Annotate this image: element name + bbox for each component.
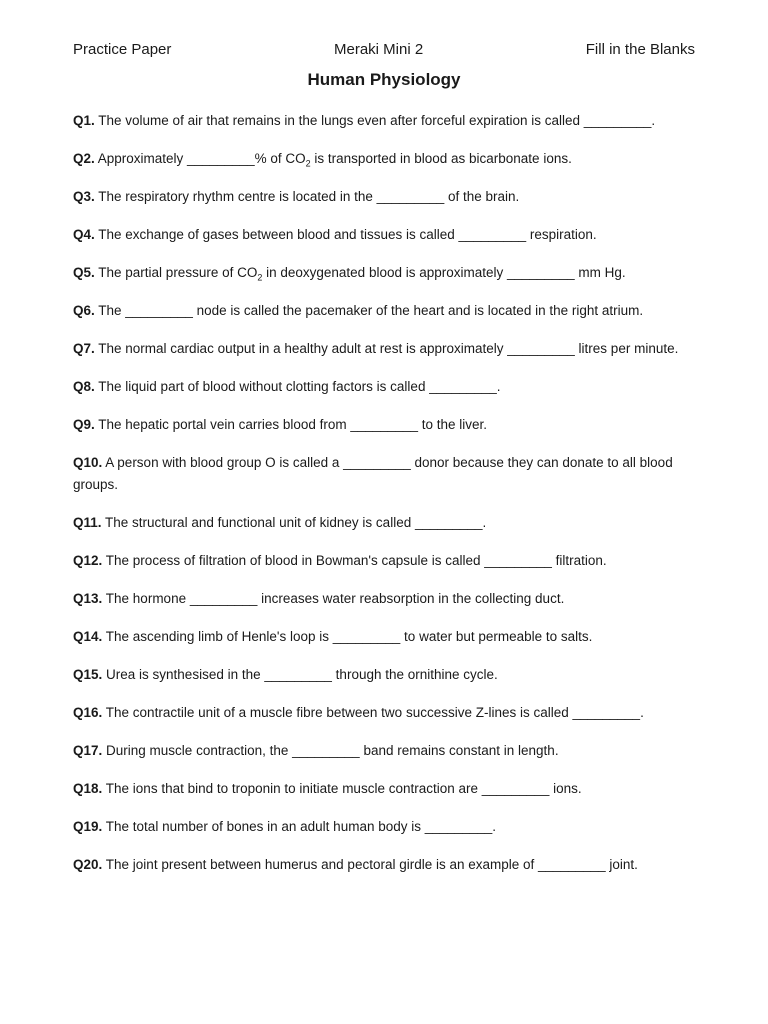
question-text: Approximately _________% of CO [94, 151, 306, 166]
question-text: The exchange of gases between blood and tissues is called _________ respiration. [94, 227, 597, 242]
question-number: Q13. [73, 591, 103, 606]
question-text: The ions that bind to troponin to initiate muscle contraction are _________ ions. [102, 781, 582, 796]
page-title: Human Physiology [307, 70, 461, 89]
question-number: Q7. [73, 341, 95, 356]
question-2 [73, 148, 695, 170]
question-13 [73, 588, 695, 610]
question-number: Q14. [73, 629, 103, 644]
header-left: Practice Paper [73, 41, 172, 58]
question-17 [73, 740, 695, 762]
question-1 [73, 110, 695, 132]
question-20 [73, 854, 695, 876]
worksheet-page [73, 40, 695, 892]
question-text: The ascending limb of Henle's loop is _________ to water but permeable to salts. [102, 629, 593, 644]
question-text: The respiratory rhythm centre is located in the _________ of the brain. [94, 189, 520, 204]
question-list [73, 110, 695, 876]
question-text: is transported in blood as bicarbonate ions. [310, 151, 572, 166]
subscript: 2 [257, 272, 263, 283]
header-center: Meraki Mini 2 [333, 41, 424, 58]
question-text: The partial pressure of CO [94, 265, 258, 280]
header-right: Fill in the Blanks [585, 41, 695, 58]
question-15 [73, 664, 695, 686]
question-number: Q10. [73, 455, 103, 470]
question-text: The normal cardiac output in a healthy adult at rest is approximately _________ litres per minute. [94, 341, 679, 356]
question-number: Q18. [73, 781, 103, 796]
question-number: Q8. [73, 379, 95, 394]
question-number: Q11. [73, 515, 102, 530]
subscript: 2 [305, 158, 311, 169]
question-text: The volume of air that remains in the lungs even after forceful expiration is called _________. [94, 113, 656, 128]
question-text: in deoxygenated blood is approximately _________ mm Hg. [262, 265, 626, 280]
question-3 [73, 186, 695, 208]
question-8 [73, 376, 695, 398]
question-16 [73, 702, 695, 724]
question-text: The contractile unit of a muscle fibre between two successive Z-lines is called _________. [102, 705, 644, 720]
question-number: Q2. [73, 151, 95, 166]
question-text: The hormone _________ increases water reabsorption in the collecting duct. [102, 591, 565, 606]
question-text: The _________ node is called the pacemaker of the heart and is located in the right atrium. [94, 303, 644, 318]
question-number: Q20. [73, 857, 103, 872]
question-number: Q12. [73, 553, 103, 568]
question-text: The joint present between humerus and pectoral girdle is an example of _________ joint. [102, 857, 638, 872]
question-19 [73, 816, 695, 838]
page-header [73, 40, 695, 60]
question-number: Q6. [73, 303, 95, 318]
question-text: Urea is synthesised in the _________ through the ornithine cycle. [102, 667, 498, 682]
question-6 [73, 300, 695, 322]
question-number: Q3. [73, 189, 95, 204]
question-4 [73, 224, 695, 246]
question-number: Q16. [73, 705, 103, 720]
question-text: The total number of bones in an adult human body is _________. [102, 819, 497, 834]
question-text: During muscle contraction, the _________ band remains constant in length. [102, 743, 559, 758]
question-number: Q1. [73, 113, 95, 128]
question-9 [73, 414, 695, 436]
question-7 [73, 338, 695, 360]
question-number: Q17. [73, 743, 103, 758]
question-5 [73, 262, 695, 284]
question-number: Q5. [73, 265, 95, 280]
question-14 [73, 626, 695, 648]
question-11 [73, 512, 695, 534]
question-number: Q9. [73, 417, 95, 432]
question-number: Q4. [73, 227, 95, 242]
question-text: The process of filtration of blood in Bowman's capsule is called _________ filtration. [102, 553, 607, 568]
question-18 [73, 778, 695, 800]
question-text: A person with blood group O is called a _________ donor because they can donate to all blood groups. [73, 455, 673, 492]
question-number: Q15. [73, 667, 103, 682]
question-text: The hepatic portal vein carries blood from _________ to the liver. [94, 417, 488, 432]
question-text: The liquid part of blood without clotting factors is called _________. [94, 379, 501, 394]
question-number: Q19. [73, 819, 103, 834]
question-12 [73, 550, 695, 572]
question-10 [73, 452, 695, 496]
question-text: The structural and functional unit of kidney is called _________. [101, 515, 487, 530]
